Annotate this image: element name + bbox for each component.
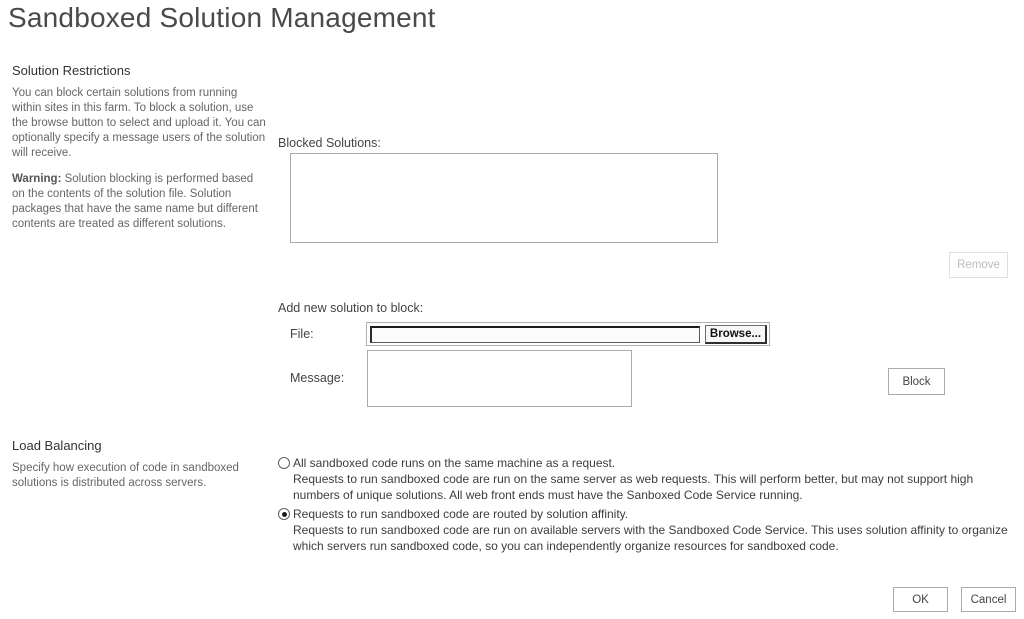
page-title: Sandboxed Solution Management bbox=[8, 2, 436, 33]
load-balancing-option-solution-affinity bbox=[278, 507, 1015, 554]
blocked-solutions-listbox[interactable] bbox=[290, 153, 718, 243]
ok-button[interactable]: OK bbox=[893, 587, 948, 612]
radio-option-label[interactable]: All sandboxed code runs on the same machine as a request. bbox=[293, 456, 616, 470]
load-balancing-description: Specify how execution of code in sandboxed solutions is distributed across servers. bbox=[12, 462, 239, 489]
load-balancing-option-same-machine bbox=[278, 456, 1015, 503]
browse-button[interactable]: Browse... bbox=[705, 325, 767, 344]
radio-button-selected-icon[interactable] bbox=[278, 508, 290, 520]
blocked-solutions-label: Blocked Solutions: bbox=[278, 136, 381, 150]
warning-label: Warning: bbox=[12, 173, 62, 185]
cancel-button[interactable]: Cancel bbox=[961, 587, 1016, 612]
solution-restrictions-left-column bbox=[12, 63, 268, 232]
radio-option-description: Requests to run sandboxed code are run on the same server as web requests. This will perform better, but may not support high numbers of unique solutions. All web front ends must have the Sanboxed Code Service running. bbox=[293, 472, 974, 502]
solution-restrictions-description: You can block certain solutions from running within sites in this farm. To block a solution, use the browse button to select and upload it. You can optionally specify a message users of the solution will receive. bbox=[12, 87, 266, 159]
load-balancing-heading: Load Balancing bbox=[12, 438, 102, 453]
radio-option-label[interactable]: Requests to run sandboxed code are routed by solution affinity. bbox=[293, 507, 629, 521]
radio-button-icon[interactable] bbox=[278, 457, 290, 469]
message-label: Message: bbox=[290, 371, 345, 385]
load-balancing-left-column bbox=[12, 438, 268, 491]
solution-restrictions-heading: Solution Restrictions bbox=[12, 63, 131, 78]
file-upload-control bbox=[366, 322, 770, 346]
block-button[interactable]: Block bbox=[888, 368, 945, 395]
radio-option-description: Requests to run sandboxed code are run on available servers with the Sandboxed Code Service. This uses solution affinity to organize which servers run sandboxed code, so you can independently organize resources for sandboxed code. bbox=[293, 523, 1008, 553]
file-path-input[interactable] bbox=[370, 326, 700, 343]
solution-restrictions-warning bbox=[12, 172, 268, 232]
message-textarea[interactable] bbox=[367, 350, 632, 407]
remove-button[interactable]: Remove bbox=[949, 252, 1008, 278]
warning-text: Solution blocking is performed based on the contents of the solution file. Solution packages that have the same name but different contents are treated as different solutions. bbox=[12, 173, 258, 230]
file-label: File: bbox=[290, 327, 314, 341]
add-new-solution-label: Add new solution to block: bbox=[278, 301, 424, 315]
